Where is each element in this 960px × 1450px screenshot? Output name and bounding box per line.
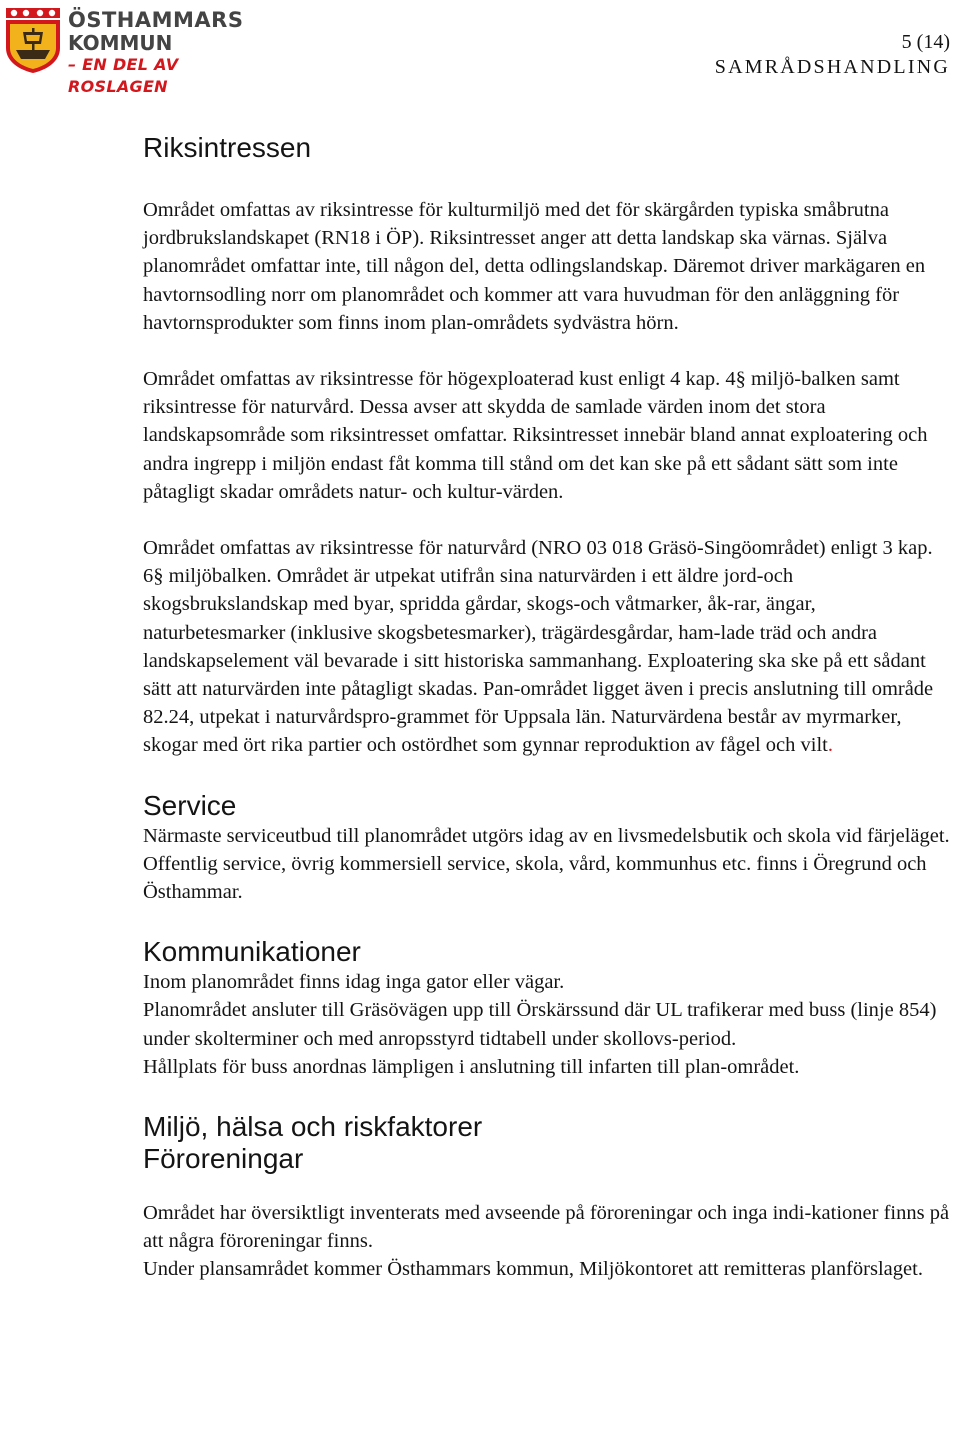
paragraph-end-mark: . — [827, 734, 833, 757]
paragraph-kommunikationer-1: Inom planområdet finns idag inga gator eller vägar. — [143, 971, 565, 994]
paragraph-service-1: Närmaste serviceutbud till planområdet utgörs idag av en livsmedelsbutik och skola vid färjeläget. — [143, 824, 950, 847]
logo-tagline: – EN DEL AV ROSLAGEN — [68, 55, 179, 96]
page-header-meta — [715, 30, 950, 80]
logo-kommun: KOMMUN — [68, 31, 173, 55]
document-body — [143, 132, 958, 1284]
paragraph-miljo-1: Området har översiktligt inventerats med avseende på föroreningar och inga indi-kationer finns på att några föroreningar finns. — [143, 1202, 950, 1253]
paragraph-kommunikationer-2: Planområdet ansluter till Gräsövägen upp till Örskärssund där UL trafikerar med buss (linje 854) under skolterminer och med anropsstyrd tidtabell under skollovs-period. — [143, 999, 937, 1050]
paragraph-riksintressen-3 — [143, 534, 958, 760]
paragraph-kommunikationer-3: Hållplats för buss anordnas lämpligen i anslutning till infarten till plan-området. — [143, 1055, 800, 1078]
heading-service: Service — [143, 789, 237, 821]
page-number: 5 (14) — [901, 31, 950, 53]
paragraph-riksintressen-1: Området omfattas av riksintresse för kulturmiljö med det för skärgården typiska småbrutna jordbrukslandskapet (RN18 i ÖP). Riksintresset anger att detta landskap ska värnas. Själva planområdet omfattar inte, till någon del, detta odlingslandskap. Däremot driver markägaren en havtornsodling norr om planområdet och kommer att vara huvudman för den anläggning för havtornsprodukter som finns inom plan-områdets sydvästra hörn. — [143, 199, 926, 334]
coat-of-arms-icon — [4, 6, 62, 74]
paragraph-riksintressen-2: Området omfattas av riksintresse för högexploaterad kust enligt 4 kap. 4§ miljö-balken samt riksintresse för naturvård. Dessa avser att skydda de samlade värden inom det stora landskapsområde som riksintresset omfattar. Riksintresset innebär bland annat exploatering och andra ingrepp i miljön endast fåt komma till stånd om det kan ske på ett sådant sätt som inte påtagligt skadar områdets natur- och kultur-värden. — [143, 368, 928, 503]
paragraph-riksintressen-3-text: Området omfattas av riksintresse för naturvård (NRO 03 018 Gräsö-Singöområdet) enligt 3 kap. 6§ miljöbalken. Området är utpekat utifrån sina naturvärden i ett äldre jord-och skogsbrukslandskap med byar, spridda gårdar, skogs-och våtmarker, åk-rar, ängar, naturbetesmarker (inklusive skogsbetesmarker), trägärdesgårdar, ham-lade träd och andra landskapselement väl bevarade i sitt historiska sammanhang. Exploatering ska ske på ett sådant sätt att naturvärden inte påtagligt skadas. Pan-området ligget även i precis anslutning till område 82.24, utpekat i naturvårdspro-grammet för Uppsala län. Naturvärdena består av myrmarker, skogar med ört rika partier och ostördhet som gynnar reproduktion av fågel och vilt — [143, 537, 934, 757]
paragraph-miljo-2: Under plansamrådet kommer Östhammars kommun, Miljökontoret att remitteras planförslaget. — [143, 1258, 923, 1281]
municipality-logo — [4, 4, 244, 96]
paragraph-service-2: Offentlig service, övrig kommersiell service, skola, vård, kommunhus etc. finns i Öregrund och Östhammar. — [143, 852, 927, 904]
document-type: SAMRÅDSHANDLING — [714, 56, 950, 78]
heading-kommunikationer: Kommunikationer — [143, 936, 361, 968]
logo-name: ÖSTHAMMARS — [68, 8, 244, 32]
subheading-fororeningar: Föroreningar — [143, 1143, 304, 1175]
logo-wordmark — [68, 8, 243, 98]
heading-riksintressen: Riksintressen — [143, 132, 312, 163]
heading-miljo: Miljö, hälsa och riskfaktorer — [143, 1111, 483, 1143]
